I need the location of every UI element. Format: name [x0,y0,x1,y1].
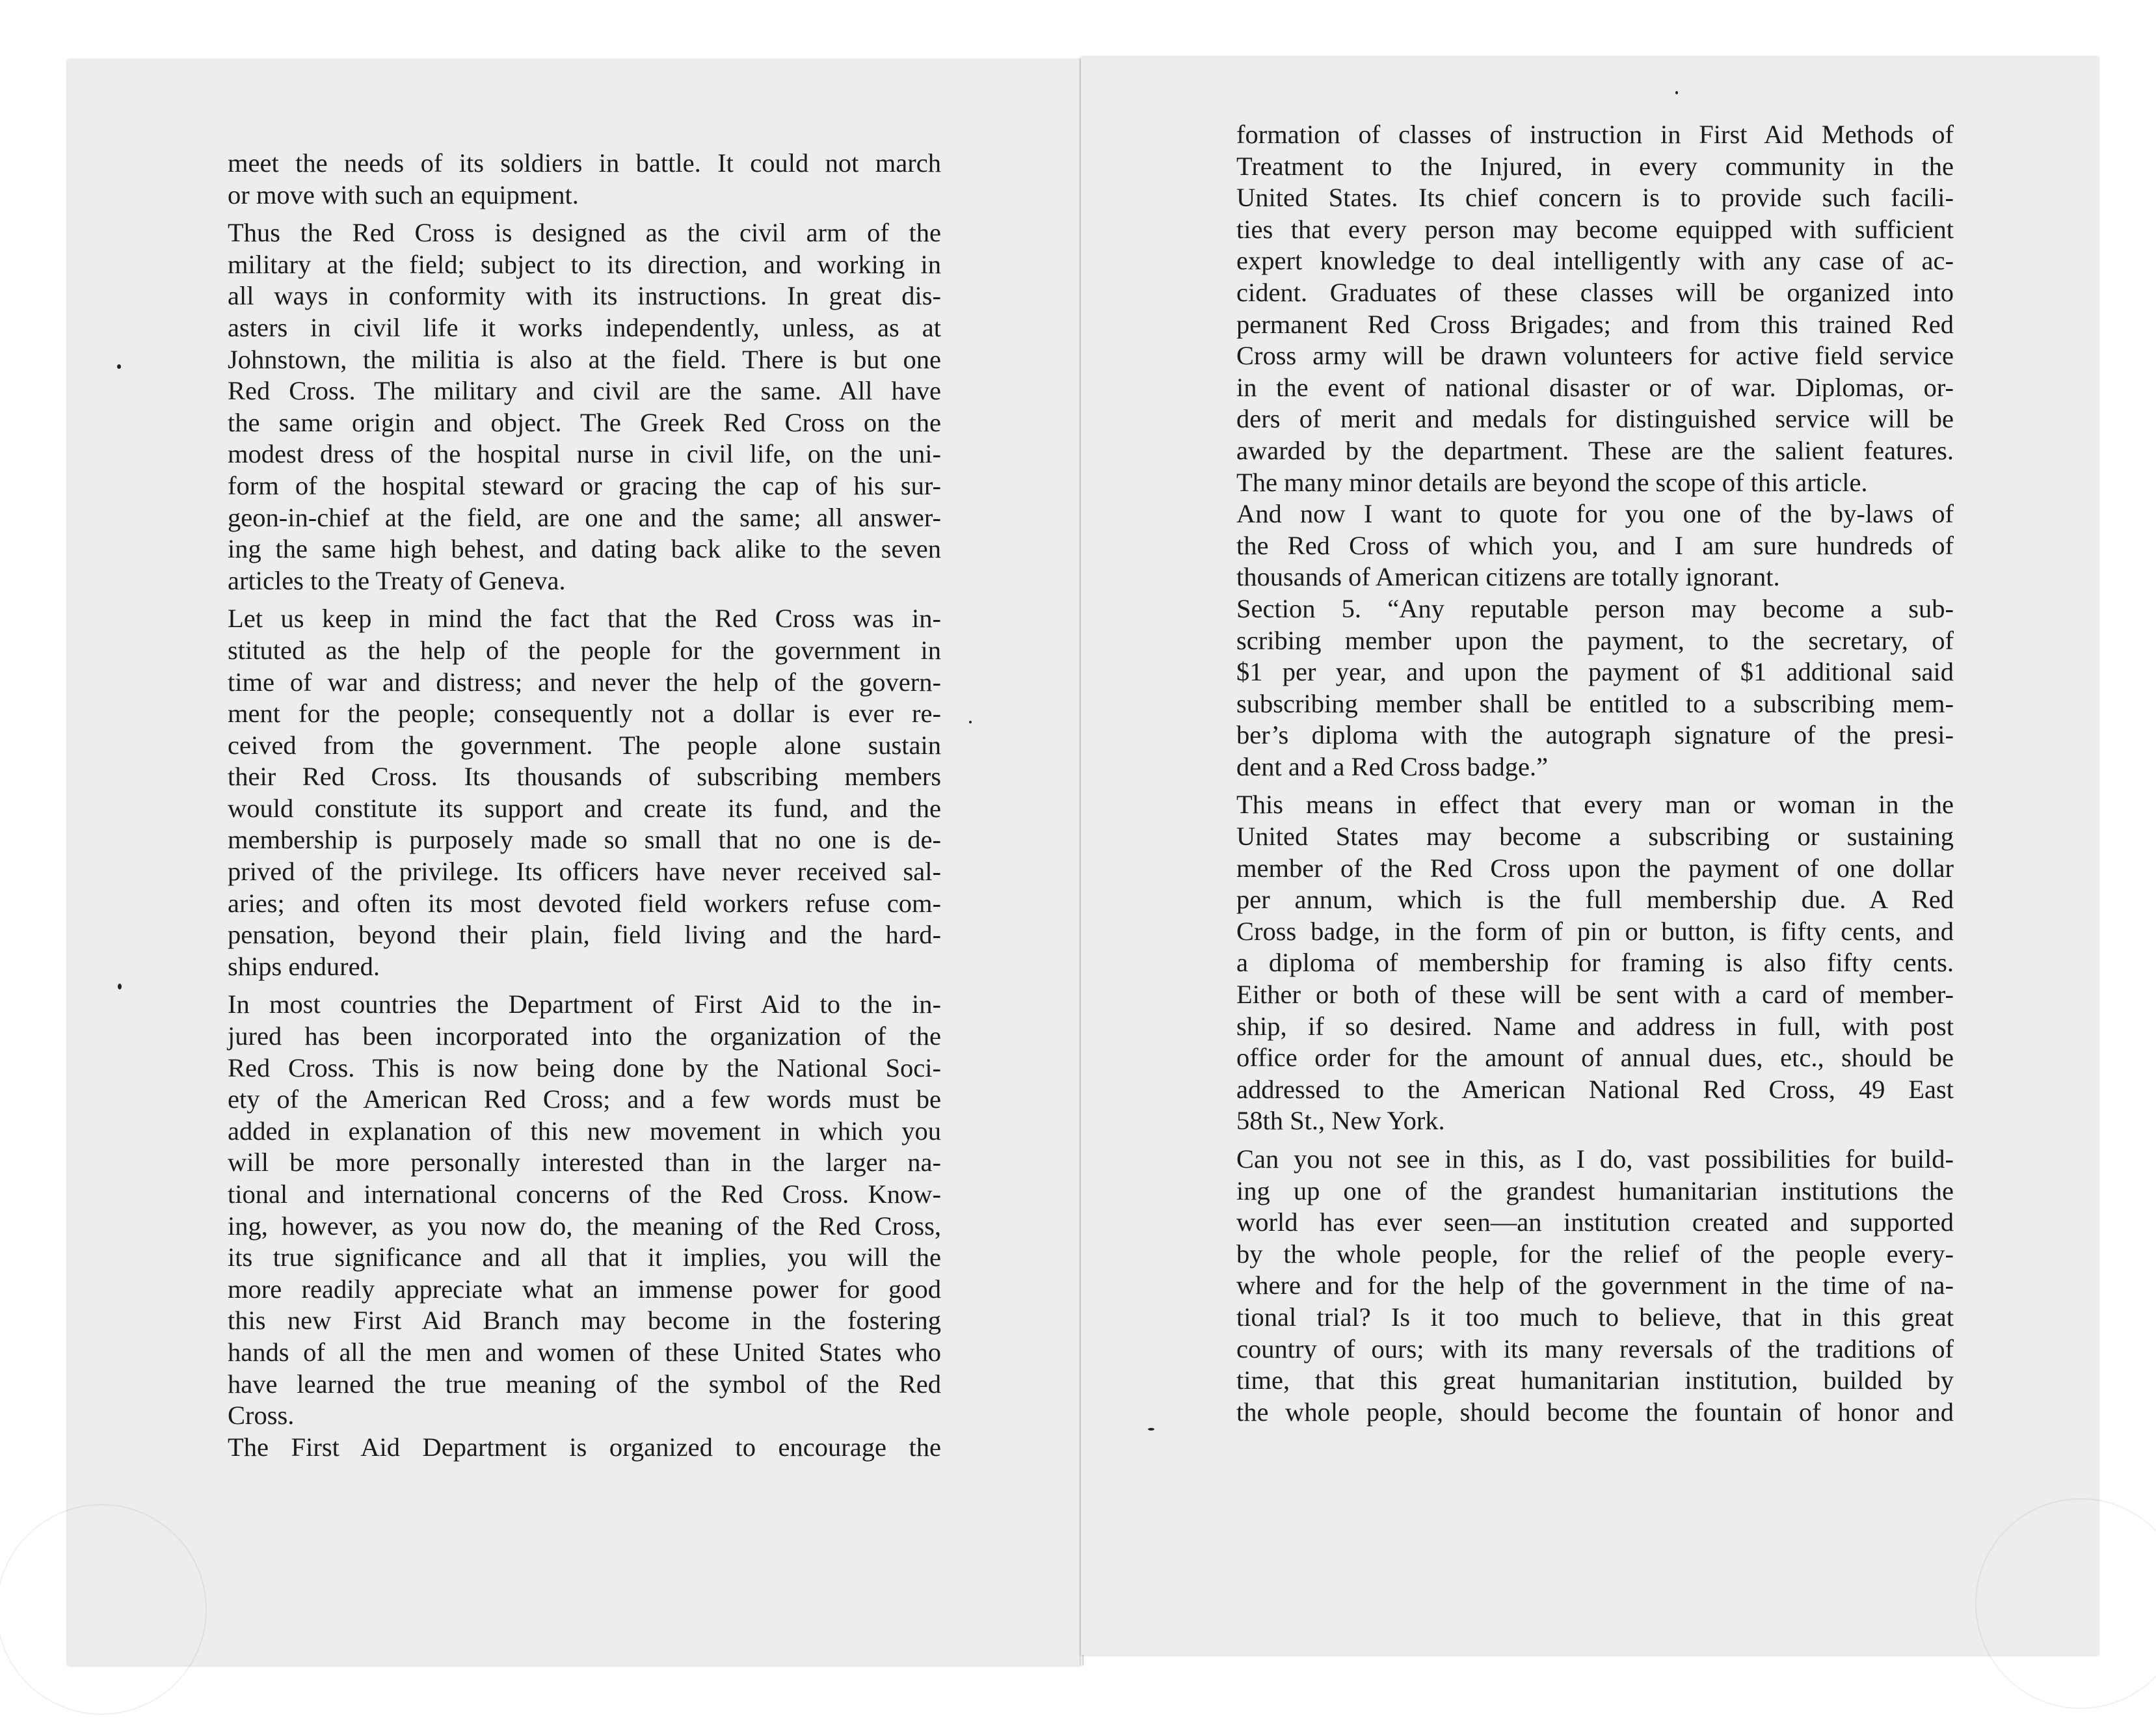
text-line: have learned the true meaning of the symbol of the Red [228,1369,941,1399]
text-line: military at the field; subject to its direction, and working in [228,249,941,279]
paragraph-gap [228,211,941,217]
text-line: office order for the amount of annual dues, etc., should be [1236,1043,1954,1073]
text-line: all ways in conformity with its instructions. In great dis- [228,281,941,311]
text-line: ders of merit and medals for distinguished service will be [1236,404,1954,434]
text-line: thousands of American citizens are totally ignorant. [1236,562,1780,592]
text-line: more readily appreciate what an immense power for good [228,1274,941,1304]
ink-speck [118,984,122,989]
text-line: And now I want to quote for you one of the by-laws of [1236,499,1954,529]
text-line: Can you not see in this, as I do, vast possibilities for build- [1236,1144,1954,1174]
text-line: 58th St., New York. [1236,1106,1445,1136]
text-line: their Red Cross. Its thousands of subscribing members [228,762,941,792]
text-line: awarded by the department. These are the salient features. [1236,435,1954,465]
text-line: The many minor details are beyond the scope of this article. [1236,467,1868,497]
text-line: time, that this great humanitarian institution, builded by [1236,1365,1954,1395]
text-line: ceived from the government. The people alone sustain [228,730,941,760]
text-line: ety of the American Red Cross; and a few words must be [228,1084,941,1114]
text-line: Johnstown, the militia is also at the field. There is but one [228,344,941,374]
text-line: country of ours; with its many reversals of the traditions of [1236,1334,1954,1364]
text-line: scribing member upon the payment, to the secretary, of [1236,625,1954,655]
text-line: would constitute its support and create its fund, and the [228,793,941,823]
right-page-text [1236,119,1954,1428]
text-line: asters in civil life it works independently, unless, as at [228,312,941,342]
text-line: permanent Red Cross Brigades; and from this trained Red [1236,309,1954,339]
text-line: ing up one of the grandest humanitarian institutions the [1236,1176,1954,1205]
text-line: ber’s diploma with the autograph signature of the presi- [1236,720,1954,750]
text-line: dent and a Red Cross badge.” [1236,751,1549,781]
text-line: membership is purposely made so small that no one is de- [228,825,941,855]
text-line: a diploma of membership for framing is also fifty cents. [1236,948,1954,978]
text-line: Thus the Red Cross is designed as the civil arm of the [228,218,941,248]
text-line: formation of classes of instruction in First Aid Methods of [1236,120,1954,149]
text-line: cident. Graduates of these classes will be organized into [1236,277,1954,307]
text-line: meet the needs of its soldiers in battle. It could not march [228,148,941,178]
text-line: by the whole people, for the relief of the people every- [1236,1239,1954,1269]
text-line: time of war and distress; and never the help of the govern- [228,667,941,697]
left-page [68,60,1082,1665]
text-line: in the event of national disaster or of war. Diplomas, or- [1236,372,1954,402]
text-line: Cross army will be drawn volunteers for active field service [1236,341,1954,371]
text-line: the whole people, should become the fountain of honor and [1236,1397,1954,1427]
text-line: In most countries the Department of First Aid to the in- [228,989,941,1019]
text-line: This means in effect that every man or woman in the [1236,790,1954,820]
ink-speck [117,364,121,369]
text-line: expert knowledge to deal intelligently with any case of ac- [1236,246,1954,276]
text-line: The First Aid Department is organized to encourage the [228,1432,941,1462]
text-line: prived of the privilege. Its officers have never received sal- [228,857,941,887]
text-line: the Red Cross of which you, and I am sure hundreds of [1236,530,1954,560]
text-line: pensation, beyond their plain, field living and the hard- [228,920,941,950]
text-line: addressed to the American National Red Cross, 49 East [1236,1074,1954,1104]
text-line: Cross. [228,1401,295,1431]
text-line: this new First Aid Branch may become in the fostering [228,1306,941,1336]
text-line: stituted as the help of the people for the government in [228,635,941,665]
text-line: tional and international concerns of the Red Cross. Know- [228,1179,941,1209]
text-line: Let us keep in mind the fact that the Red Cross was in- [228,604,941,634]
text-line: jured has been incorporated into the organization of the [228,1021,941,1051]
text-line: added in explanation of this new movement in which you [228,1116,941,1146]
text-line: Red Cross. This is now being done by the National Soci- [228,1053,941,1082]
text-line: or move with such an equipment. [228,180,579,209]
text-line: Either or both of these will be sent with a card of member- [1236,980,1954,1010]
text-line: ship, if so desired. Name and address in full, with post [1236,1011,1954,1041]
text-line: the same origin and object. The Greek Red Cross on the [228,407,941,437]
text-line: ships endured. [228,951,380,981]
right-page-corner-stain [1975,1498,2156,1709]
paragraph-gap [1236,783,1954,789]
text-line: its true significance and all that it implies, you will the [228,1243,941,1272]
text-line: ing, however, as you now do, the meaning of the Red Cross, [228,1211,941,1241]
left-page-text [228,148,941,1463]
ink-speck [1675,91,1678,94]
text-line: member of the Red Cross upon the payment of one dollar [1236,853,1954,883]
text-line: geon-in-chief at the field, are one and the same; all answer- [228,502,941,532]
paragraph-gap [1236,1137,1954,1144]
text-line: will be more personally interested than in the larger na- [228,1148,941,1177]
text-line: ties that every person may become equipped with sufficient [1236,214,1954,244]
text-line: subscribing member shall be entitled to a subscribing mem- [1236,688,1954,718]
text-line: ing the same high behest, and dating back alike to the seven [228,534,941,564]
paragraph-gap [228,597,941,603]
text-line: tional trial? Is it too much to believe, that in this great [1236,1302,1954,1332]
text-line: Section 5. “Any reputable person may become a sub- [1236,593,1954,623]
text-line: aries; and often its most devoted field workers refuse com- [228,888,941,918]
text-line: where and for the help of the government in the time of na- [1236,1270,1954,1300]
text-line: world has ever seen—an institution created and supported [1236,1207,1954,1237]
text-line: $1 per year, and upon the payment of $1 additional said [1236,657,1954,687]
right-page [1081,57,2098,1655]
ink-speck [1148,1428,1154,1431]
paragraph-gap [228,982,941,989]
left-page-corner-stain [0,1504,207,1715]
text-line: Cross badge, in the form of pin or button, is fifty cents, and [1236,916,1954,946]
text-line: United States. Its chief concern is to provide such facili- [1236,183,1954,213]
text-line: form of the hospital steward or gracing the cap of his sur- [228,470,941,500]
text-line: articles to the Treaty of Geneva. [228,565,566,595]
text-line: ment for the people; consequently not a dollar is ever re- [228,699,941,729]
text-line: per annum, which is the full membership due. A Red [1236,885,1954,915]
ink-speck [969,721,972,723]
text-line: United States may become a subscribing or sustaining [1236,822,1954,852]
text-line: Red Cross. The military and civil are the same. All have [228,376,941,406]
text-line: Treatment to the Injured, in every community in the [1236,151,1954,181]
text-line: modest dress of the hospital nurse in civil life, on the uni- [228,439,941,469]
text-line: hands of all the men and women of these United States who [228,1337,941,1367]
